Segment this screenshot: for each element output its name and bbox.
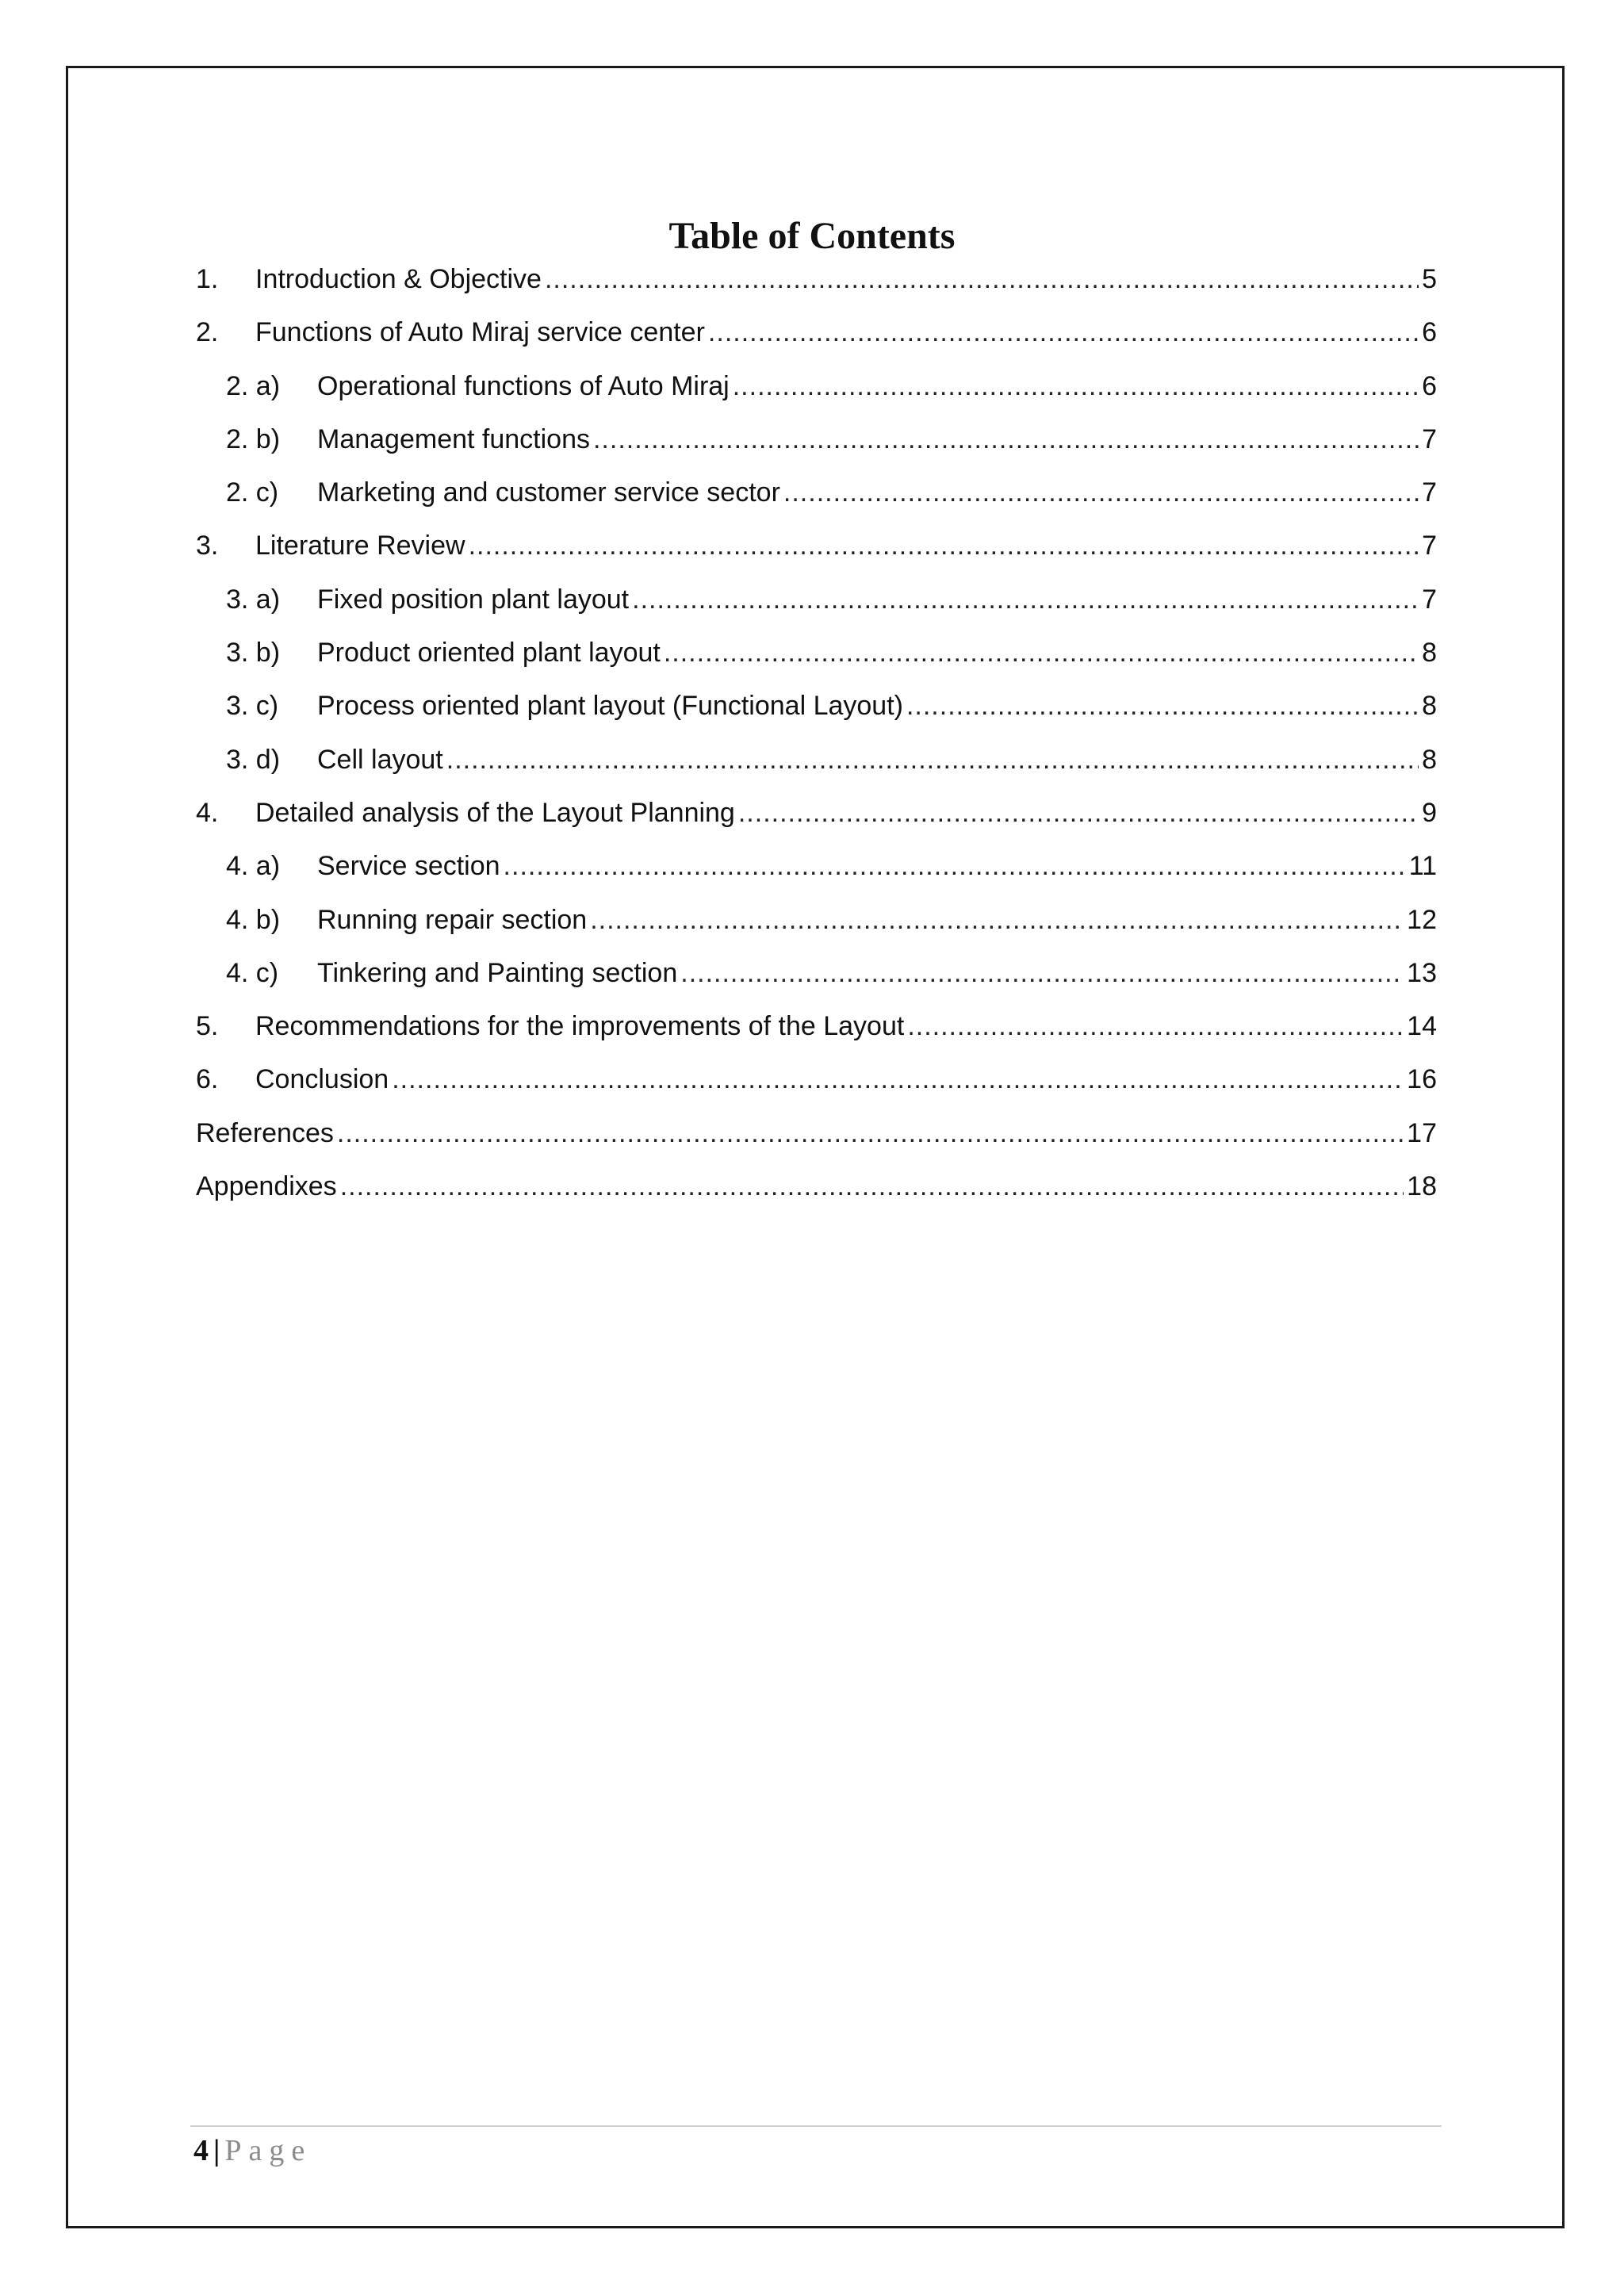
toc-dot-leader: [446, 734, 1419, 787]
toc-entry-title: Management functions: [317, 423, 590, 454]
toc-entry[interactable]: [196, 680, 1437, 733]
toc-dot-leader: [783, 466, 1419, 519]
toc-entry-page: 7: [1422, 423, 1437, 454]
toc-entry-number: 3. d): [226, 744, 281, 775]
toc-entry-title: Product oriented plant layout: [317, 638, 661, 669]
toc-entry-title: Marketing and customer service sector: [317, 477, 780, 508]
toc-entry-title: Conclusion: [255, 1064, 389, 1095]
toc-entry-page: 6: [1422, 370, 1437, 401]
toc-entry-page: 7: [1422, 531, 1437, 561]
toc-entry[interactable]: [196, 1000, 1437, 1053]
toc-dot-leader: [593, 413, 1419, 466]
page-title: Table of Contents: [668, 215, 956, 258]
toc-entry-page: 13: [1407, 957, 1437, 988]
toc-entry-title: Functions of Auto Miraj service center: [255, 317, 705, 348]
toc-entry-number: 1.: [196, 264, 219, 294]
toc-entry-page: 9: [1422, 797, 1437, 828]
toc-entry[interactable]: [196, 1160, 1437, 1213]
toc-entry[interactable]: [196, 1053, 1437, 1106]
toc-entry-title: Service section: [317, 851, 500, 882]
toc-entry-title: Running repair section: [317, 904, 588, 935]
toc-dot-leader: [907, 1000, 1404, 1053]
toc-entry[interactable]: [196, 947, 1437, 1000]
toc-entry-page: 17: [1407, 1117, 1437, 1148]
toc-entry-page: 11: [1408, 851, 1437, 882]
toc-entry-page: 8: [1422, 744, 1437, 775]
toc-entry-page: 16: [1407, 1064, 1437, 1095]
page-number: 4: [193, 2134, 209, 2167]
toc-entry[interactable]: [196, 360, 1437, 413]
toc-entry[interactable]: [196, 734, 1437, 787]
toc-entry-title: Detailed analysis of the Layout Planning: [255, 797, 735, 828]
toc-entry[interactable]: [196, 253, 1437, 306]
toc-entry-title: Process oriented plant layout (Functional Layout): [317, 691, 903, 722]
toc-entry-number: 2. a): [226, 370, 281, 401]
toc-entry-title: Introduction & Objective: [255, 264, 542, 294]
toc-entry-number: 6.: [196, 1064, 219, 1095]
toc-entry[interactable]: [196, 626, 1437, 680]
toc-entry-number: 3. a): [226, 584, 281, 615]
page-label: Page: [224, 2134, 312, 2167]
toc-entry-title: Tinkering and Painting section: [317, 957, 678, 988]
toc-entry-number: 5.: [196, 1011, 219, 1042]
toc-entry-number: 4. c): [226, 957, 279, 988]
toc-entry[interactable]: [196, 787, 1437, 840]
toc-entry-title: Appendixes: [196, 1171, 337, 1202]
toc-dot-leader: [733, 360, 1419, 413]
toc-entry-title: Literature Review: [255, 531, 465, 561]
table-of-contents: [196, 253, 1437, 1213]
toc-dot-leader: [738, 787, 1419, 840]
toc-entry-number: 3.: [196, 531, 219, 561]
footer-separator: |: [213, 2134, 220, 2167]
toc-entry-page: 7: [1422, 477, 1437, 508]
toc-entry-title: Cell layout: [317, 744, 443, 775]
toc-entry[interactable]: [196, 894, 1437, 947]
toc-entry-number: 3. b): [226, 638, 281, 669]
toc-dot-leader: [469, 519, 1419, 573]
toc-dot-leader: [590, 894, 1404, 947]
toc-entry-title: Recommendations for the improvements of the Layout: [255, 1011, 905, 1042]
toc-entry[interactable]: [196, 573, 1437, 626]
toc-dot-leader: [906, 680, 1419, 733]
toc-entry[interactable]: [196, 1107, 1437, 1160]
toc-dot-leader: [340, 1160, 1404, 1213]
toc-entry-number: 4. a): [226, 851, 281, 882]
toc-entry-page: 12: [1407, 904, 1437, 935]
toc-entry[interactable]: [196, 519, 1437, 573]
toc-entry-page: 5: [1422, 264, 1437, 294]
toc-dot-leader: [504, 840, 1406, 893]
toc-dot-leader: [392, 1053, 1404, 1106]
toc-dot-leader: [632, 573, 1419, 626]
toc-dot-leader: [664, 626, 1419, 680]
toc-dot-leader: [545, 253, 1419, 306]
toc-entry-number: 4. b): [226, 904, 281, 935]
toc-entry-number: 3. c): [226, 691, 279, 722]
toc-entry[interactable]: [196, 413, 1437, 466]
page-footer: [193, 2128, 312, 2173]
toc-entry[interactable]: [196, 840, 1437, 893]
toc-entry-number: 2. b): [226, 423, 281, 454]
toc-entry-number: 2.: [196, 317, 219, 348]
toc-entry-number: 2. c): [226, 477, 279, 508]
toc-entry-title: Operational functions of Auto Miraj: [317, 370, 730, 401]
toc-dot-leader: [708, 306, 1419, 359]
toc-entry-page: 6: [1422, 317, 1437, 348]
toc-entry-title: References: [196, 1117, 334, 1148]
toc-entry-page: 18: [1407, 1171, 1437, 1202]
toc-entry-page: 7: [1422, 584, 1437, 615]
toc-entry[interactable]: [196, 306, 1437, 359]
toc-dot-leader: [337, 1107, 1404, 1160]
toc-entry[interactable]: [196, 466, 1437, 519]
footer-divider: [190, 2125, 1442, 2127]
toc-entry-page: 14: [1407, 1011, 1437, 1042]
toc-entry-page: 8: [1422, 691, 1437, 722]
toc-entry-number: 4.: [196, 797, 219, 828]
toc-entry-page: 8: [1422, 638, 1437, 669]
toc-entry-title: Fixed position plant layout: [317, 584, 630, 615]
toc-dot-leader: [680, 947, 1404, 1000]
